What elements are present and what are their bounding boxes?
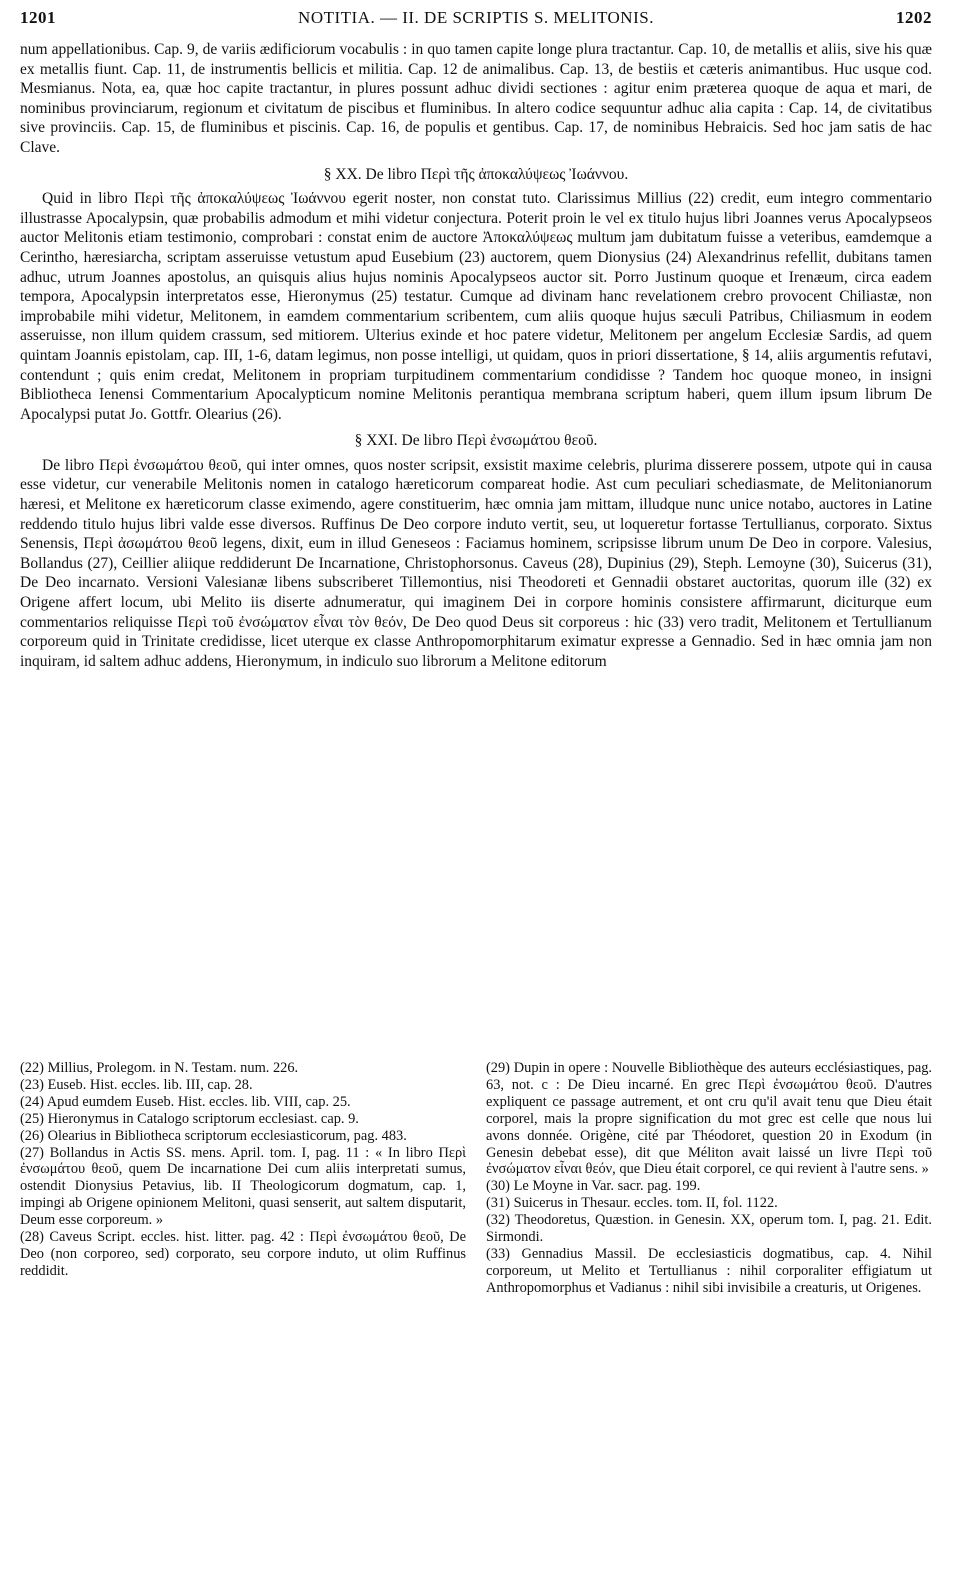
paragraph-incarnation: De libro Περὶ ἐνσωμάτου θεοῦ, qui inter omnes, quos noster scripsit, exsistit maxime celebris, plurima disserere possem, utpote qui in causa esse videtur, cur venerabile Melitonis nomen in catalogo hæreticorum compareat hodie. Ast cum peculiari schediasmate, de Melitonianorum hæresi, et Melitone ex hæreticorum classe eximendo, agere constituerim, hæc omnia jam mittam, illudque nunc unice notabo, auctores in Latine reddendo titulo hujus libri valde esse diversos. Ruffinus De Deo corpore induto vertit, seu, ut loqueretur fortasse Tertullianus, corporato. Sixtus Senensis, Περὶ ἀσωμάτου θεοῦ legens, dixit, eum in illud Geneseos : Faciamus hominem, scripsisse librum unum De Deo in corpore. Valesius, Bollandus (27), Ceillier aliique reddiderunt De Incarnatione, Christophorsonus. Caveus (28), Dupinius (29), Steph. Lemoyne (30), Suicerus (31), De Deo incarnato. Versioni Valesianæ libens subscriberet Tillemontius, nisi Theodoreti et Gennadii obstaret auctoritas, quorum ille (32) ex Origene affert locum, ubi Melito iis diserte adnumeratur, qui imaginem Dei in corpore hominis consistere affirmarunt, diciturque eum commentarios reliquisse Περὶ τοῦ ἐνσώματον εἶναι τὸν θεόν, De Deo quod Deus sit corporeus : hic (33) vero tradit, Melitonem et Tertullianum corporeum quid in Trinitate credidisse, licet uterque ex classe Anthropomorphitarum eximatur expresse a Gennadio. Sed in hæc omnia jam non inquiram, id saltem adhuc addens, Hieronymum, in indiculo suo librorum a Melitone editorum — [20, 456, 932, 670]
page-header — [20, 8, 932, 34]
footnote: (25) Hieronymus in Catalogo scriptorum ecclesiast. cap. 9. — [20, 1110, 359, 1127]
paragraph-continuation: num appellationibus. Cap. 9, de variis ædificiorum vocabulis : in quo tamen capite longe plura tractantur. Cap. 10, de metallis et aliis, sive his quæ ex metallis fiunt. Cap. 11, de instrumentis bellicis et militia. Cap. 12 de animalibus. Cap. 13, de bestiis et cæteris animantibus. Huc usque cod. Mesmianus. Nota, ea, quæ hoc capite tractantur, in plures possunt adhuc dividi sectiones : agitur enim præterea quoque de aqua et mari, de nominibus provinciarum, regionum et civitatum de piscibus et fluminibus. In altero codice sequuntur adhuc alia capita : Cap. 14, de civitatibus sive provinciis. Cap. 15, de fluminibus et piscinis. Cap. 16, de populis et gentibus. Cap. 17, de nominibus Hebraicis. Sed hoc jam satis de hac Clave. — [20, 41, 932, 156]
paragraph-apocalypse: Quid in libro Περὶ τῆς ἀποκαλύψεως Ἰωάννου egerit noster, non constat tuto. Clarissimus Millius (22) credit, eum integro commentario illustrasse Apocalypsin, quæ probabilis admodum et mihi videtur conjectura. Poterit proin le vel ex titulo hujus libri Joannes verus Apocalypseos auctor Melitonis etiam testimonio, comprobari : constat enim de auctore Ἀποκαλύψεως multum jam dubitatum fuisse a veteribus, eamdemque a Cerintho, hæresiarcha, scriptam asseruisse vetustum apud Eusebium (23) auctorem, quem Dionysius (24) Alexandrinus refellit, dubitans tamen adhuc, utrum Joannes apostolus, an quisquis alius hujus nominis Apocalypseos auctor sit. Porro Justinum quoque et Irenæum, circa eadem tempora, Apocalypsin interpretatos esse, Hieronymus (25) testatur. Cumque ad divinam hanc revelationem crebro provocent Chiliastæ, non improbabile mihi videtur, Melitonem, in eamdem commentarium scribentem, cum aliis quoque hujus sæculi Patribus, Chiliasmum in eodem asseruisse, non illum quidem crassum, sed mitiorem. Ulterius exinde et hoc patere videtur, Melitonem per angelum Ecclesiæ Sardis, ad quem quintam Joannis epistolam, cap. III, 1-6, datam legimus, non posse intelligi, ut quidam, quos in priori dissertatione, § 14, aliis argumentis refutavi, contendunt ; quis enim credat, Melitonem in propriam turpitudinem commentarium condidisse ? Tandem hoc quoque moneo, in insigni Bibliotheca Ienensi Commentarium Apocalypticum nomine Melitonis perantiqua membrana scriptum haberi, quem illum ipsum librum De Apocalypsi putat Jo. Gottfr. Olearius (26). — [20, 190, 932, 423]
footnote: (26) Olearius in Bibliotheca scriptorum ecclesiasticorum, pag. 483. — [20, 1127, 407, 1144]
footnote: (33) Gennadius Massil. De ecclesiasticis dogmatibus, cap. 4. Nihil corporeum, ut Melito et Tertullianus : nihil corporaliter effigiatum ut Anthropomorphus et Vadianus : nihil sibi invisibile a creaturis, ut Origenes. — [486, 1245, 932, 1296]
page-number-left: 1201 — [20, 8, 56, 27]
footnote: (22) Millius, Prolegom. in N. Testam. num. 226. — [20, 1060, 299, 1076]
footnote: (31) Suicerus in Thesaur. eccles. tom. II, fol. 1122. — [486, 1195, 778, 1212]
footnote: (28) Caveus Script. eccles. hist. litter. pag. 42 : Περὶ ἐνσωμάτου θεοῦ, De Deo (non corporeo, sed) corporato, seu corpore induto, ut olim Ruffinus reddidit. — [20, 1229, 466, 1279]
running-title: NOTITIA. — II. DE SCRIPTIS S. MELITONIS. — [298, 8, 654, 27]
footnote: (23) Euseb. Hist. eccles. lib. III, cap. 28. — [20, 1076, 253, 1093]
main-text — [20, 40, 932, 671]
footnote: (29) Dupin in opere : Nouvelle Bibliothèque des auteurs ecclésiastiques, pag. 63, not. c : De Dieu incarné. En grec Περὶ ἐνσωμάτου θεοῦ. D'autres expliquent ce passage autrement, et ont cru qu'il avait tenu que Dieu était corporel, mais la propre signification du mot grec est celle que nous lui avons donnée. Origène, cité par Théodoret, question 20 in Exodum (in Genesin debebat esse), dit que Méliton avait laissé un livre Περὶ τοῦ ἐνσώματον εἶναι θεόν, que Dieu était corporel, ce qui revient à l'autre sens. » — [486, 1060, 932, 1178]
footnote: (32) Theodoretus, Quæstion. in Genesin. XX, operum tom. I, pag. 21. Edit. Sirmondi. — [486, 1212, 932, 1246]
page-number-right: 1202 — [896, 8, 932, 27]
footnote: (24) Apud eumdem Euseb. Hist. eccles. lib. VIII, cap. 25. — [20, 1093, 351, 1110]
footnote: (30) Le Moyne in Var. sacr. pag. 199. — [486, 1178, 701, 1195]
footnotes — [20, 1060, 932, 1297]
section-heading-xx: § XX. De libro Περὶ τῆς ἀποκαλύψεως Ἰωάννου. — [323, 165, 629, 183]
footnote: (27) Bollandus in Actis SS. mens. April. tom. I, pag. 11 : « In libro Περὶ ἐνσωμάτου θεοῦ, quem De incarnatione Dei cum aliis interpretati sumus, ostendit Dionysius Petavius, lib. II Theologicorum dogmatum, cap. 1, impingi ab Origene opinionem Melitoni, quasi senserit, aut saltem disputarit, Deum esse corporeum. » — [20, 1144, 466, 1229]
section-heading-xxi: § XXI. De libro Περὶ ἐνσωμάτου θεοῦ. — [354, 432, 598, 450]
